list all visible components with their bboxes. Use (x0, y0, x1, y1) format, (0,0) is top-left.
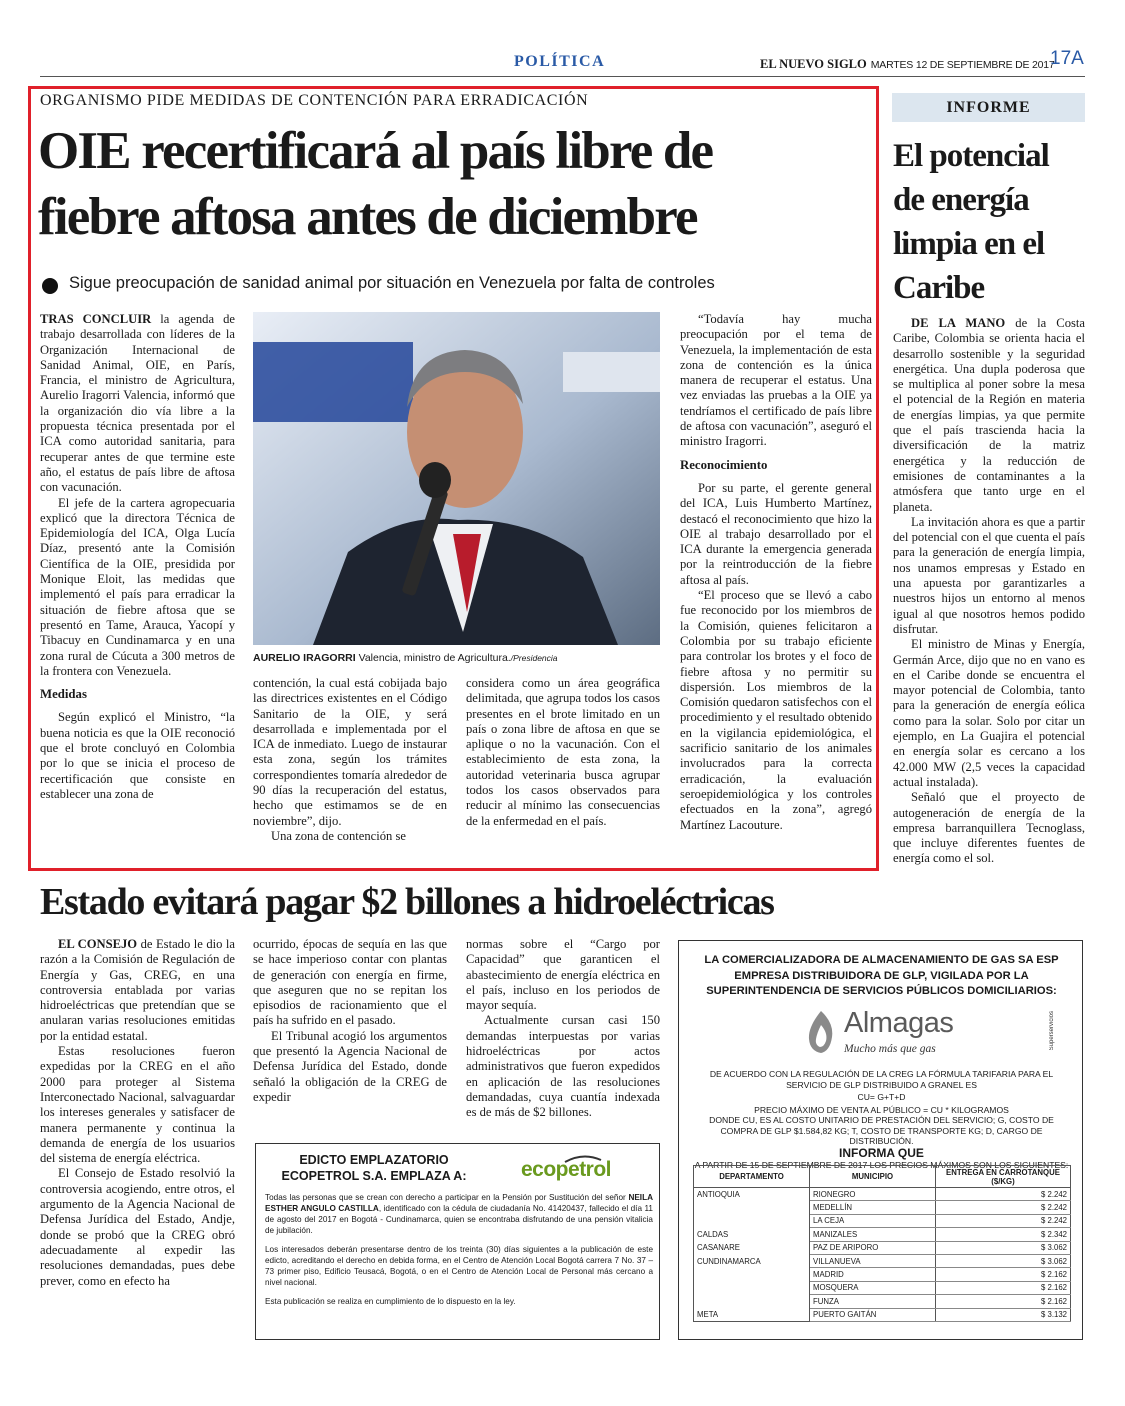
edicto-paragraph-2: Los interesados deberán presentarse dentro de los treinta (30) días siguientes a la publicación de este edicto, acreditando el derecho en debida forma, en el Centro de Atención Local Bogotá carrera 7 No. 37 – 73 primer piso, Edificio Teusacá, Bogotá, o en el Centro de Atención Local de Personal más cercano a nivel nacional. (265, 1245, 653, 1287)
paragraph: de Estado le dio la razón a la Comisión de Regulación de Energía y Gas, CREG, en una controversia entablada por varias hidroeléctricas que pretendían que se anularan varias resoluciones emitidas por la entidad estatal. (40, 937, 235, 1043)
header-rule (40, 76, 1085, 77)
page-number: 17A (1050, 48, 1084, 69)
table-row (694, 1188, 1071, 1201)
edicto-paragraph-3: Esta publicación se realiza en cumplimiento de lo dispuesto en la ley. (265, 1297, 516, 1306)
article-headline (38, 118, 868, 250)
table-row (694, 1308, 1071, 1321)
precio-cell: $ 2.242 (936, 1188, 1071, 1201)
second-column-2 (253, 937, 447, 1105)
lead-in: DE LA MANO (911, 316, 1006, 330)
superservicios-logo: Superservicios (1049, 1011, 1055, 1051)
section-label: POLÍTICA (514, 53, 606, 70)
municipio-cell: VILLANUEVA (810, 1254, 936, 1267)
caption-credit: /Presidencia (510, 653, 558, 663)
almagas-informa: INFORMA QUE (839, 1145, 924, 1160)
table-row (694, 1214, 1071, 1227)
departamento-cell: CALDAS (694, 1228, 810, 1241)
price-table-body (694, 1188, 1071, 1322)
almagas-logo (804, 1007, 964, 1067)
price-table-header (694, 1166, 1071, 1188)
almagas-tagline: Mucho más que gas (844, 1043, 936, 1055)
table-row (694, 1254, 1071, 1267)
departamento-cell (694, 1214, 810, 1227)
municipio-cell: FUNZA (810, 1295, 936, 1308)
edicto-title (264, 1152, 484, 1184)
municipio-cell: MEDELLÍN (810, 1201, 936, 1214)
municipio-cell: MADRID (810, 1268, 936, 1281)
photo-illustration (253, 312, 660, 645)
paragraph: Señaló que el proyecto de autogeneración de energía de la empresa barranquillera Tecnoglass, que incluye diferentes fuentes de energía como el sol. (893, 790, 1085, 866)
table-row (694, 1268, 1071, 1281)
sidebar-body (893, 316, 1085, 867)
almagas-text-3: DONDE CU, ES AL COSTO UNITARIO DE PRESTACIÓN DEL SERVICIO; G, COSTO DE COMPRA DE GLP $1.584,82 KG; T, COSTO DE TRANSPORTE KG; D, CARGO DE DISTRIBUCIÓN. (709, 1115, 1054, 1146)
issue-date: MARTES 12 DE SEPTIEMBRE DE 2017 (870, 59, 1055, 71)
municipio-cell: MANIZALES (810, 1228, 936, 1241)
article-kicker: ORGANISMO PIDE MEDIDAS DE CONTENCIÓN PARA ERRADICACIÓN (40, 92, 589, 109)
paragraph: normas sobre el “Cargo por Capacidad” que garanticen el abastecimiento de energía eléctrica en el país, incluso en los periodos de mayor sequía. (466, 937, 660, 1013)
departamento-cell (694, 1268, 810, 1281)
paper-name: EL NUEVO SIGLO (760, 57, 867, 71)
precio-cell: $ 3.132 (936, 1308, 1071, 1321)
paragraph: Por su parte, el gerente general del ICA, Luis Humberto Martínez, destacó el reconocimiento que hizo la OIE al trabajo desarrollado por el ICA durante la emergencia generada por la reintroducción de la fiebre aftosa al país. (680, 480, 872, 587)
precio-cell: $ 2.162 (936, 1268, 1071, 1281)
minister-photo (253, 312, 660, 645)
paragraph: contención, la cual está cobijada bajo las directrices existentes en el Código Sanitario de la OIE, y será desarrollada e implementada por el ICA de inmediato. Luego de instaurar esta zona, según los trámites correspondientes tomaría alrededor de 90 días la recuperación del estatus, hecho que estimamos se de en noviembre”, dijo. (253, 676, 447, 828)
header-precio: ENTREGA EN CARROTANQUE ($/KG) (936, 1166, 1071, 1188)
departamento-cell (694, 1201, 810, 1214)
edicto-paragraph-1: Todas las personas que se crean con derecho a participar en la Pensión por Sustitución del señor NEILA ESTHER ANGULO CASTILLA, identificado con la cédula de ciudadanía No. 41420437, fallecido el día 11 de agosto del 2017 en Bogotá - Cundinamarca, quien se encontraba disfrutando de una pensión vitalicia de jubilación. (265, 1193, 653, 1235)
article-column-4 (680, 312, 872, 833)
table-row (694, 1201, 1071, 1214)
article-column-3 (466, 676, 660, 829)
table-row (694, 1281, 1071, 1294)
almagas-text-4: A PARTIR DE 15 DE SEPTIEMBRE DE 2017 LOS PRECIOS MÁXIMOS SON LOS SIGUIENTES: (694, 1159, 1069, 1170)
departamento-cell: CASANARE (694, 1241, 810, 1254)
edicto-body (265, 1192, 653, 1307)
paragraph: La invitación ahora es que a partir del potencial con el que cuenta el país para la generación de energía limpia, nos unamos empresas y Estado en una apuesta por garantizarles a nuestros hijos un entorno al menos igual al que nosotros hemos podido disfrutar. (893, 514, 1085, 636)
municipio-cell: PUERTO GAITÁN (810, 1308, 936, 1321)
paragraph: ocurrido, épocas de sequía en las que se hace imperioso contar con plantas de generación con energía en firme, que aseguren que no se repitan los episodios de racionamiento que el país ha sufrido en el pasado. (253, 937, 447, 1028)
ecopetrol-logo-text: ecopetrol (521, 1158, 612, 1181)
edicto-ad (255, 1143, 660, 1340)
lead-in: TRAS CONCLUIR (40, 312, 152, 326)
municipio-cell: RIONEGRO (810, 1188, 936, 1201)
paragraph: “Todavía hay mucha preocupación por el tema de Venezuela, la implementación de esta zona de contención es la única manera de recuperar el estatus. Una vez enviadas las pruebas a la OIE ya tendríamos el certificado de país libre de aftosa con vacunación”, aseguró el ministro Iragorri. (680, 312, 872, 449)
departamento-cell (694, 1295, 810, 1308)
table-row (694, 1228, 1071, 1241)
iguana-icon (563, 1152, 603, 1166)
sidebar-headline: El potencial de energía limpia en el Caribe (893, 138, 1049, 306)
paragraph: El jefe de la cartera agropecuaria explicó que la directora Técnica de Epidemiología del ICA, Olga Lucía Díaz, presentó ante la Comisión Científica de la OIE, presidida por Monique Eloit, las medidas que implementó el país para erradicar la situación de fiebre aftosa que se presentó en Tame, Arauca, Yacopí y Tibacuy en Cundinamarca y en una zona rural de Cúcuta a 300 metros de la frontera con Venezuela. (40, 495, 235, 678)
subhead-reconocimiento: Reconocimiento (680, 457, 768, 472)
headline-line-1: OIE recertificará al país libre de (38, 122, 713, 180)
paragraph: Actualmente cursan casi 150 demandas interpuestas por varias hidroeléctricas por actos administrativos que fueron expedidos en aplicación de las resoluciones demandadas, cuya cuantía indexada es de más de $2 billones. (466, 1013, 660, 1120)
masthead-date-line (760, 55, 1055, 73)
paragraph: Una zona de contención se (271, 828, 406, 843)
edicto-title-2: ECOPETROL S.A. EMPLAZA A: (281, 1169, 467, 1183)
paragraph: El ministro de Minas y Energía, Germán Arce, dijo que no en vano es en el Caribe donde se encuentra el mayor potencial de Colombia, tanto para la generación de energía eólica como para la solar. Solo por citar un ejemplo, en La Guajira el potencial en energía solar es cercano a los 42.000 MW (2,5 veces la capacidad actual instalada). (893, 637, 1085, 789)
precio-cell: $ 2.242 (936, 1214, 1071, 1227)
precio-cell: $ 2.242 (936, 1201, 1071, 1214)
almagas-brand: Almagas (844, 1007, 954, 1039)
flame-icon (804, 1009, 838, 1055)
second-headline: Estado evitará pagar $2 billones a hidroeléctricas (40, 881, 774, 923)
almagas-formula: CU= G+T+D (857, 1092, 906, 1102)
departamento-cell: META (694, 1308, 810, 1321)
almagas-title: LA COMERCIALIZADORA DE ALMACENAMIENTO DE GAS SA ESP EMPRESA DISTRIBUIDORA DE GLP, VIGILADA POR LA SUPERINTENDENCIA DE SERVICIOS PÚBLICOS DOMICILIARIOS: (704, 954, 1059, 997)
departamento-cell: CUNDINAMARCA (694, 1254, 810, 1267)
table-row (694, 1241, 1071, 1254)
precio-cell: $ 3.062 (936, 1241, 1071, 1254)
article-column-1 (40, 312, 235, 802)
precio-cell: $ 3.062 (936, 1254, 1071, 1267)
municipio-cell: MOSQUERA (810, 1281, 936, 1294)
departamento-cell: ANTIOQUIA (694, 1188, 810, 1201)
paragraph: de la Costa Caribe, Colombia se orienta hacia el desarrollo sostenible y la seguridad energética. Una dupla poderosa que se multiplica al poner sobre la mesa el potencial de la Región en materia de energías limpias, ya que permite que el país trascienda hacia la diversificación de la matriz energética y la reducción de emisiones de contaminantes a la atmósfera que tanto urge en el planeta. (893, 316, 1085, 514)
informe-label: INFORME (892, 93, 1085, 122)
precio-cell: $ 2.162 (936, 1281, 1071, 1294)
paragraph: considera como un área geográfica delimitada, que agrupa todos los casos presentes en el brote limitado en un país o zona libre de aftosa en que se aplique o no la vacunación. Con el establecimiento de esta zona, la autoridad veterinaria busca agrupar todos los casos observados para reducir al mínimo las consecuencias de la enfermedad en el país. (466, 676, 660, 828)
paragraph: la agenda de trabajo desarrollada con líderes de la Organización Internacional de Sanidad Animal, OIE, en París, Francia, el ministro de Agricultura, Aurelio Iragorri Valencia, informó que la organización dio vía libre a la propuesta técnica presentada por el ICA como autoridad sanitaria, para recuperar antes de que termine este año, el estatus de país libre de aftosa con vacunación. (40, 312, 235, 495)
header-municipio: MUNICIPIO (810, 1166, 936, 1188)
precio-cell: $ 2.342 (936, 1228, 1071, 1241)
lead-in: EL CONSEJO (58, 937, 138, 951)
paragraph: Según explicó el Ministro, “la buena noticia es que la OIE reconoció que el brote concluyó en Colombia por lo que se inicia el proceso de recertificación que consiste en establecer una zona de (40, 710, 235, 801)
second-column-3 (466, 937, 660, 1121)
second-column-1 (40, 937, 235, 1289)
article-column-2 (253, 676, 447, 844)
price-table (693, 1165, 1071, 1322)
header-departamento: DEPARTAMENTO (694, 1166, 810, 1188)
caption-name: AURELIO IRAGORRI (253, 652, 356, 664)
precio-cell: $ 2.162 (936, 1295, 1071, 1308)
deck-bullet (42, 278, 58, 294)
ecopetrol-logo (521, 1158, 611, 1182)
subhead-medidas: Medidas (40, 687, 87, 702)
paragraph: El Consejo de Estado resolvió la controversia acogiendo, entre otros, el argumento de la Agencia Nacional de Defensa Jurídica del Estado, Andje, donde se probó que la CREG obró adecuadamente al expedir las resoluciones demandadas, pues debe prever, como en efecto ha (40, 1166, 235, 1288)
almagas-info (691, 1069, 1072, 1170)
caption-text: Valencia, ministro de Agricultura. (358, 652, 511, 664)
paragraph: “El proceso que se llevó a cabo fue reconocido por los miembros de la Comisión, quienes felicitaron a Colombia por su trabajo eficiente para controlar los brotes y el foco de fiebre aftosa y no permitir su dispersión. Los miembros de la Comisión quedaron satisfechos con el procedimiento y el resultado obtenido en la vigilancia epidemiológica, el sacrificio sanitario de los animales involucrados para la correcta erradicación, la evaluación seroepidemiológica y los controles efectuados en la zona”, agregó Martínez Lacouture. (680, 588, 872, 832)
almagas-ad (678, 940, 1083, 1340)
almagas-text-2: PRECIO MÁXIMO DE VENTA AL PÚBLICO = CU * KILOGRAMOS (754, 1104, 1009, 1115)
municipio-cell: PAZ DE ARIPORO (810, 1241, 936, 1254)
table-row (694, 1295, 1071, 1308)
photo-caption (253, 652, 558, 664)
headline-line-2: fiebre aftosa antes de diciembre (38, 188, 697, 246)
municipio-cell: LA CEJA (810, 1214, 936, 1227)
almagas-text-1: DE ACUERDO CON LA REGULACIÓN DE LA CREG LA FÓRMULA TARIFARIA PARA EL SERVICIO DE GLP DISTRIBUIDO A GRANEL ES (709, 1069, 1054, 1090)
edicto-title-1: EDICTO EMPLAZATORIO (299, 1153, 449, 1167)
paragraph: Estas resoluciones fueron expedidas por la CREG en el año 2000 para proteger al Sistema Interconectado Nacional, salvaguardar los intereses generales y satisfacer de manera permanente y continua la demanda de energía de los usuarios del sistema de energía eléctrica. (40, 1044, 235, 1166)
departamento-cell (694, 1281, 810, 1294)
article-deck: Sigue preocupación de sanidad animal por situación en Venezuela por falta de controles (69, 274, 715, 292)
paragraph: El Tribunal acogió los argumentos que presentó la Agencia Nacional de Defensa Jurídica del Estado, donde señaló la obligación de la CREG de expedir (253, 1028, 447, 1104)
